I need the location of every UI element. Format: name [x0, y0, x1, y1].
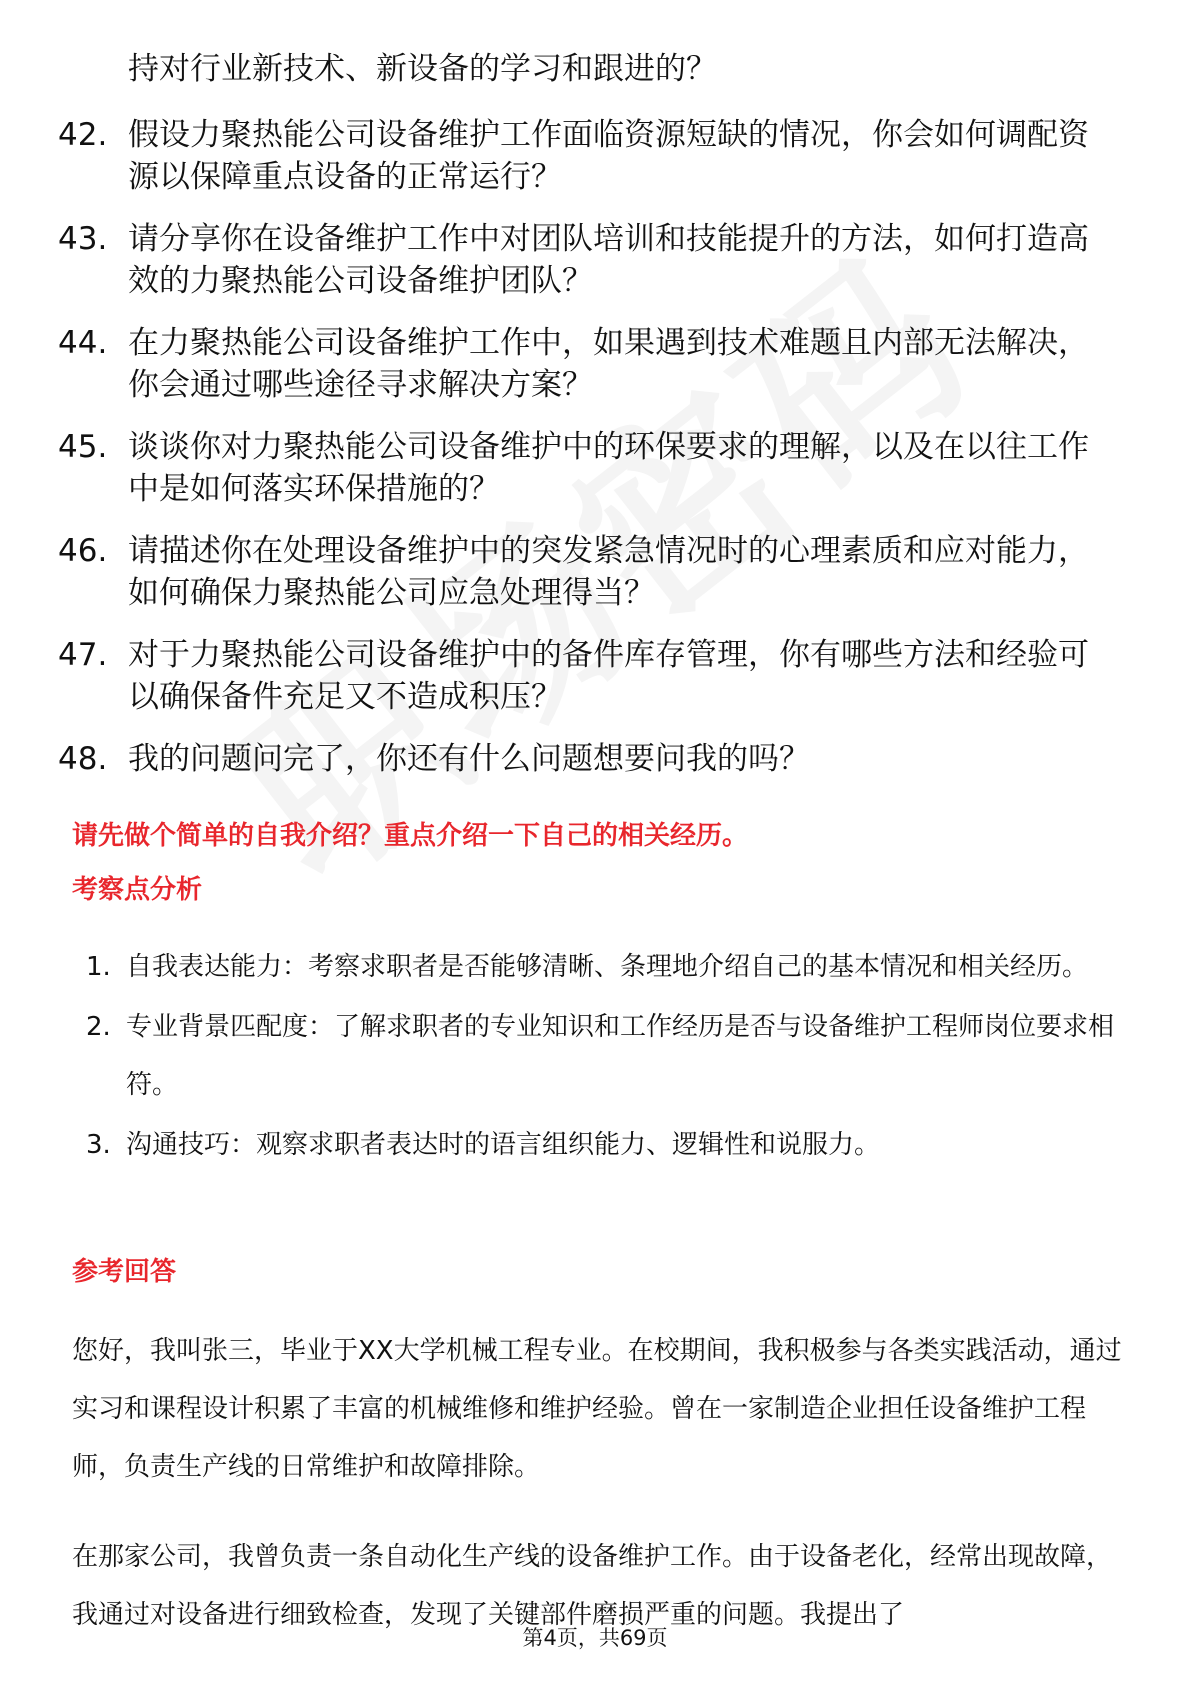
answer-paragraph: 在那家公司，我曾负责一条自动化生产线的设备维护工作。由于设备老化，经常出现故障，我通过对设备进行细致检查，发现了关键部件磨损严重的问题。我提出了 — [72, 1542, 1113, 1630]
analysis-number: 1. — [86, 952, 111, 982]
list-item — [58, 530, 1118, 614]
question-text: 谈谈你对力聚热能公司设备维护中的环保要求的理解，以及在以往工作中是如何落实环保措施的？ — [128, 429, 1089, 507]
question-text: 请分享你在设备维护工作中对团队培训和技能提升的方法，如何打造高效的力聚热能公司设备维护团队？ — [128, 221, 1089, 299]
question-number: 43. — [58, 221, 108, 257]
question-number: 45. — [58, 429, 108, 465]
question-text: 假设力聚热能公司设备维护工作面临资源短缺的情况，你会如何调配资源以保障重点设备的正常运行？ — [128, 117, 1089, 195]
question-number: 47. — [58, 637, 108, 673]
list-item — [58, 738, 1118, 780]
list-item — [86, 938, 1126, 996]
list-item — [58, 218, 1118, 302]
analysis-text: 专业背景匹配度：了解求职者的专业知识和工作经历是否与设备维护工程师岗位要求相符。 — [126, 1012, 1115, 1100]
question-text: 在力聚热能公司设备维护工作中，如果遇到技术难题且内部无法解决，你会通过哪些途径寻求解决方案？ — [128, 325, 1089, 403]
question-text: 请描述你在处理设备维护中的突发紧急情况时的心理素质和应对能力，如何确保力聚热能公司应急处理得当？ — [128, 533, 1089, 611]
question-number: 48. — [58, 741, 108, 777]
answer-heading: 参考回答 — [72, 1257, 177, 1287]
analysis-list — [86, 938, 1126, 1176]
list-item — [86, 998, 1126, 1114]
list-item — [58, 426, 1118, 510]
question-text: 对于力聚热能公司设备维护中的备件库存管理，你有哪些方法和经验可以确保备件充足又不造成积压？ — [128, 637, 1089, 715]
question-number: 44. — [58, 325, 108, 361]
list-item — [58, 114, 1118, 198]
list-item — [86, 1116, 1126, 1174]
answer-paragraph: 您好，我叫张三，毕业于XX大学机械工程专业。在校期间，我积极参与各类实践活动，通过实习和课程设计积累了丰富的机械维修和维护经验。曾在一家制造企业担任设备维护工程师，负责生产线的日常维护和故障排除。 — [72, 1336, 1122, 1482]
analysis-text: 沟通技巧：观察求职者表达时的语言组织能力、逻辑性和说服力。 — [126, 1130, 881, 1160]
list-item — [58, 634, 1118, 718]
analysis-number: 3. — [86, 1130, 111, 1160]
question-continuation: 持对行业新技术、新设备的学习和跟进的？ — [128, 51, 717, 87]
analysis-number: 2. — [86, 1012, 111, 1042]
question-number: 42. — [58, 117, 108, 153]
question-number: 46. — [58, 533, 108, 569]
question-list — [58, 114, 1118, 800]
list-item — [58, 322, 1118, 406]
page-footer: 第4页，共69页 — [522, 1626, 668, 1650]
analysis-text: 自我表达能力：考察求职者是否能够清晰、条理地介绍自己的基本情况和相关经历。 — [126, 952, 1089, 982]
section-question: 请先做个简单的自我介绍？重点介绍一下自己的相关经历。 — [72, 821, 749, 851]
question-text: 我的问题问完了，你还有什么问题想要问我的吗？ — [128, 741, 810, 777]
analysis-heading: 考察点分析 — [72, 875, 203, 905]
